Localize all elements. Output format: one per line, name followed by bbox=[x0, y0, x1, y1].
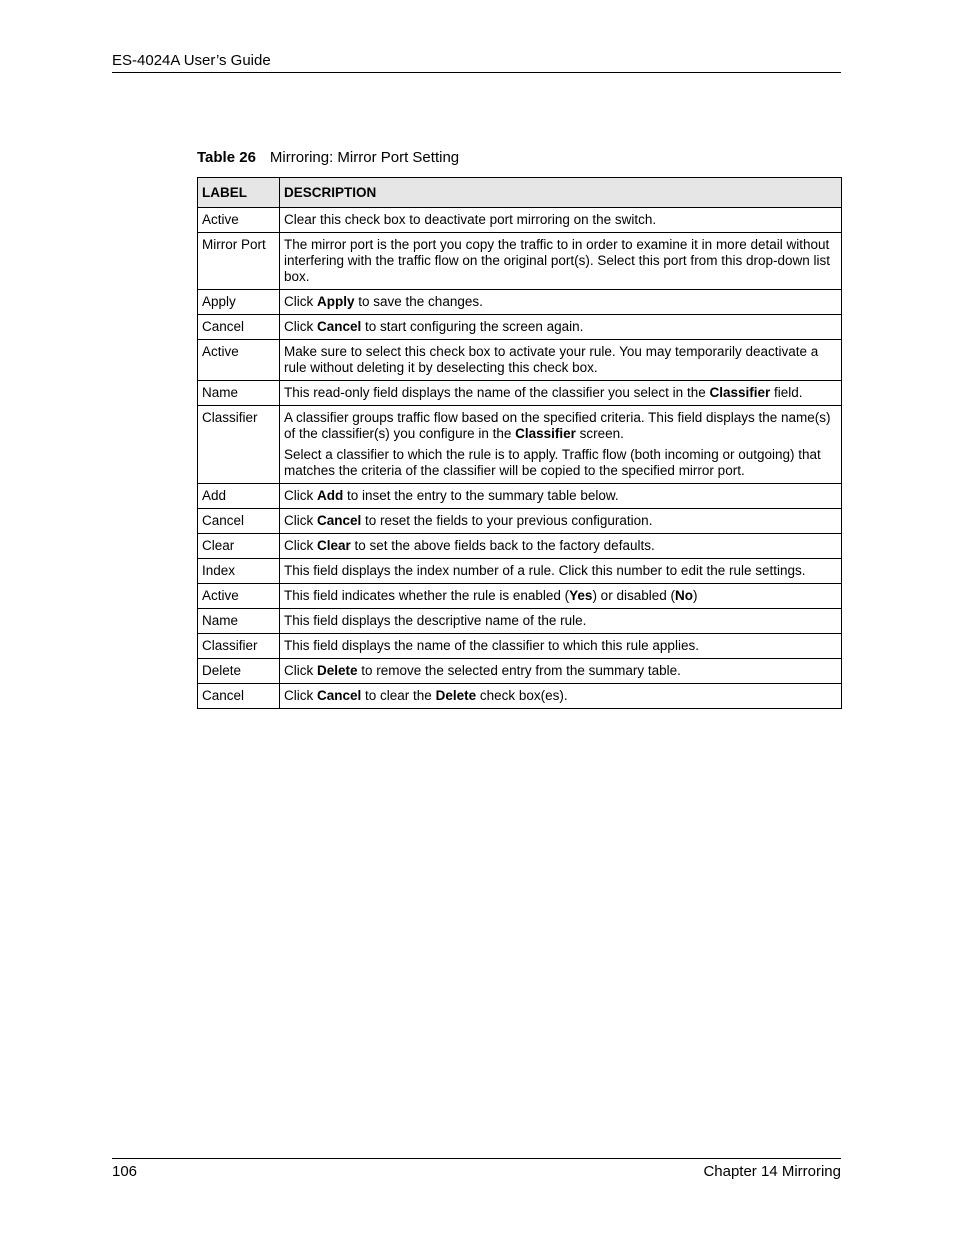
description-text: to inset the entry to the summary table below. bbox=[343, 488, 619, 503]
field-name-bold: Yes bbox=[569, 588, 593, 603]
description-paragraph bbox=[284, 588, 837, 604]
row-label: Cancel bbox=[198, 315, 280, 340]
field-name-bold: Apply bbox=[317, 294, 355, 309]
row-description bbox=[280, 609, 842, 634]
table-header-row bbox=[198, 178, 842, 208]
description-text: Click bbox=[284, 294, 317, 309]
description-text: Click bbox=[284, 319, 317, 334]
description-text: Click bbox=[284, 513, 317, 528]
row-description bbox=[280, 684, 842, 709]
table-caption bbox=[197, 148, 459, 167]
description-paragraph bbox=[284, 237, 837, 285]
row-label: Index bbox=[198, 559, 280, 584]
description-text: Select a classifier to which the rule is to apply. Traffic flow (both incoming or outgoing) that matches the criteria of the classifier will be copied to the specified mirror port. bbox=[284, 447, 821, 478]
chapter-title: Chapter 14 Mirroring bbox=[703, 1163, 841, 1180]
field-name-bold: Classifier bbox=[515, 426, 576, 441]
table-row bbox=[198, 290, 842, 315]
row-label: Classifier bbox=[198, 634, 280, 659]
description-text: screen. bbox=[575, 426, 624, 441]
description-paragraph bbox=[284, 563, 837, 579]
description-text: Click bbox=[284, 688, 317, 703]
row-description bbox=[280, 208, 842, 233]
description-text: This field displays the descriptive name of the rule. bbox=[284, 613, 587, 628]
table-row bbox=[198, 659, 842, 684]
description-text: This read-only field displays the name of the classifier you select in the bbox=[284, 385, 710, 400]
table-row bbox=[198, 315, 842, 340]
field-name-bold: No bbox=[674, 588, 693, 603]
table-row bbox=[198, 340, 842, 381]
description-text: Click bbox=[284, 538, 317, 553]
caption-title: Mirroring: Mirror Port Setting bbox=[269, 149, 460, 166]
table-row bbox=[198, 634, 842, 659]
field-name-bold: Cancel bbox=[317, 513, 362, 528]
description-paragraph bbox=[284, 538, 837, 554]
row-label: Delete bbox=[198, 659, 280, 684]
row-description bbox=[280, 634, 842, 659]
description-paragraph bbox=[284, 344, 837, 376]
description-text: Click bbox=[284, 663, 317, 678]
description-text: to remove the selected entry from the summary table. bbox=[357, 663, 681, 678]
row-label: Add bbox=[198, 484, 280, 509]
row-label: Clear bbox=[198, 534, 280, 559]
table-row bbox=[198, 684, 842, 709]
row-description bbox=[280, 509, 842, 534]
row-description bbox=[280, 340, 842, 381]
field-name-bold: Classifier bbox=[709, 385, 771, 400]
field-name-bold: Delete bbox=[317, 663, 358, 678]
field-name-bold: Cancel bbox=[317, 688, 362, 703]
page-number: 106 bbox=[112, 1163, 138, 1180]
table-row bbox=[198, 381, 842, 406]
table-row bbox=[198, 509, 842, 534]
row-label: Mirror Port bbox=[198, 233, 280, 290]
row-description bbox=[280, 406, 842, 484]
description-text: field. bbox=[770, 385, 803, 400]
mirror-port-setting-table bbox=[197, 177, 842, 709]
description-text: ) bbox=[692, 588, 698, 603]
page-footer bbox=[112, 1158, 841, 1181]
page-header bbox=[112, 51, 841, 73]
description-text: to set the above fields back to the factory defaults. bbox=[350, 538, 655, 553]
table-row bbox=[198, 559, 842, 584]
row-description bbox=[280, 315, 842, 340]
table-row bbox=[198, 208, 842, 233]
row-label: Name bbox=[198, 381, 280, 406]
description-text: This field displays the name of the classifier to which this rule applies. bbox=[284, 638, 699, 653]
description-text: to start configuring the screen again. bbox=[361, 319, 584, 334]
table-row bbox=[198, 534, 842, 559]
row-description bbox=[280, 659, 842, 684]
row-label: Classifier bbox=[198, 406, 280, 484]
caption-number: Table 26 bbox=[197, 149, 256, 166]
description-text: This field indicates whether the rule is enabled ( bbox=[284, 588, 570, 603]
field-name-bold: Delete bbox=[435, 688, 477, 703]
field-name-bold: Cancel bbox=[317, 319, 362, 334]
row-description bbox=[280, 233, 842, 290]
row-description bbox=[280, 584, 842, 609]
row-description bbox=[280, 290, 842, 315]
row-label: Cancel bbox=[198, 684, 280, 709]
description-paragraph bbox=[284, 385, 837, 401]
row-description bbox=[280, 381, 842, 406]
field-name-bold: Clear bbox=[317, 538, 351, 553]
description-text: Click bbox=[284, 488, 317, 503]
row-description bbox=[280, 559, 842, 584]
row-label: Cancel bbox=[198, 509, 280, 534]
description-paragraph bbox=[284, 613, 837, 629]
description-paragraph bbox=[284, 294, 837, 310]
column-header-label: LABEL bbox=[198, 178, 280, 208]
table-row bbox=[198, 584, 842, 609]
description-text: to save the changes. bbox=[354, 294, 483, 309]
row-label: Active bbox=[198, 208, 280, 233]
description-paragraph bbox=[284, 638, 837, 654]
column-header-description: DESCRIPTION bbox=[280, 178, 842, 208]
header-title: ES-4024A User’s Guide bbox=[112, 52, 271, 69]
row-label: Active bbox=[198, 584, 280, 609]
table-row bbox=[198, 233, 842, 290]
row-label: Name bbox=[198, 609, 280, 634]
description-paragraph bbox=[284, 663, 837, 679]
description-paragraph bbox=[284, 688, 837, 704]
table-row bbox=[198, 406, 842, 484]
description-text: A classifier groups traffic flow based on the specified criteria. This field displays the name(s) of the classifier(s) you configure in the bbox=[284, 410, 831, 441]
description-text: to reset the fields to your previous configuration. bbox=[361, 513, 653, 528]
description-text: check box(es). bbox=[476, 688, 568, 703]
description-paragraph bbox=[284, 447, 837, 479]
description-paragraph bbox=[284, 513, 837, 529]
table-body bbox=[198, 208, 842, 709]
description-text: Clear this check box to deactivate port mirroring on the switch. bbox=[284, 212, 657, 227]
description-text: ) or disabled ( bbox=[592, 588, 675, 603]
row-description bbox=[280, 534, 842, 559]
description-text: The mirror port is the port you copy the traffic to in order to examine it in more detail without interfering with the traffic flow on the original port(s). Select this port from this drop-down list box. bbox=[284, 237, 830, 284]
description-paragraph bbox=[284, 410, 837, 442]
row-label: Apply bbox=[198, 290, 280, 315]
row-label: Active bbox=[198, 340, 280, 381]
field-name-bold: Add bbox=[317, 488, 344, 503]
description-text: Make sure to select this check box to activate your rule. You may temporarily deactivate a rule without deleting it by deselecting this check box. bbox=[284, 344, 819, 375]
table-row bbox=[198, 609, 842, 634]
description-paragraph bbox=[284, 319, 837, 335]
description-paragraph bbox=[284, 488, 837, 504]
table-row bbox=[198, 484, 842, 509]
description-text: This field displays the index number of a rule. Click this number to edit the rule settings. bbox=[284, 563, 806, 578]
row-description bbox=[280, 484, 842, 509]
description-text: to clear the bbox=[361, 688, 436, 703]
description-paragraph bbox=[284, 212, 837, 228]
